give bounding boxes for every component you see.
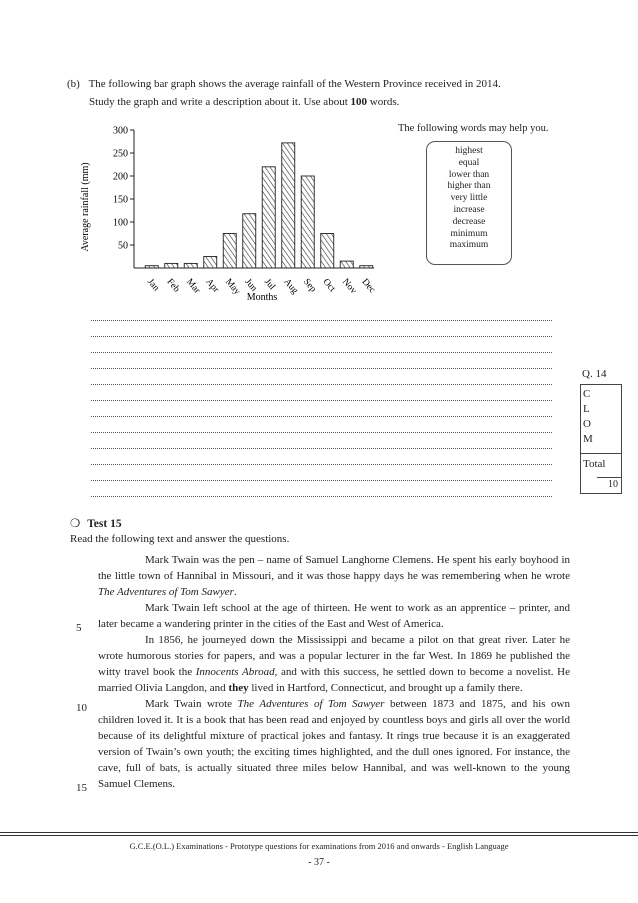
passage-paragraph: In 1856, he journeyed down the Mississippi and became a pilot on that great river. Later he wrote humorous stories for papers, and was a popular lecturer in the far West. In 1869 he published the witty travel book the Innocents Abroad, and with this success, he settled down to become a novelist. He married Olivia Langdon, and they lived in Hartford, Connecticut, and brought up a family there. [98, 634, 570, 694]
passage-paragraph: Mark Twain wrote The Adventures of Tom Sawyer between 1873 and 1875, and his own children loved it. It is a book that has been read and enjoyed by countless boys and girls all over the world because of its delightful mixture of practical jokes and fantasy. It rings true because it is an exaggerated version of Twain’s own youth; the exciting times highlighted, and the dull ones ignored. For instance, the cave, full of bats, is actually situated three miles below Hannibal, and was well-known to the young Samuel Clemens. [98, 698, 570, 790]
question-text: The following bar graph shows the average rainfall of the Western Province received in 2014. [88, 78, 501, 90]
x-tick-label: Jan [144, 277, 161, 294]
passage-paragraph: Mark Twain was the pen – name of Samuel Langhorne Clemens. He spent his early boyhood in the little town of Hannibal in Missouri, and it was those happy days he was remembering when he wrote The Adventures of Tom Sawyer. [98, 554, 570, 598]
score-letter: M [583, 433, 593, 445]
bar-sep [301, 176, 314, 268]
passage [98, 552, 570, 792]
answer-line[interactable] [91, 496, 552, 497]
total-label: Total [583, 458, 606, 470]
score-box [580, 384, 622, 494]
hint-word: higher than [447, 181, 491, 192]
hint-word: decrease [452, 216, 486, 227]
y-axis-label: Average rainfall (mm) [80, 162, 91, 252]
answer-line[interactable] [91, 432, 552, 433]
question-label: (b) [67, 78, 80, 90]
question-number: Q. 14 [582, 368, 607, 380]
hint-word: equal [458, 157, 480, 168]
y-tick-label: 250 [113, 148, 128, 160]
answer-line[interactable] [91, 336, 552, 337]
x-tick-label: Jul [261, 277, 277, 293]
x-tick-label: Sep [300, 277, 318, 295]
hint-word: highest [455, 146, 483, 156]
answer-line[interactable] [91, 320, 552, 321]
hint-word: maximum [449, 240, 489, 251]
x-tick-label: Oct [320, 277, 337, 295]
answer-line[interactable] [91, 480, 552, 481]
y-tick-label: 200 [113, 171, 128, 183]
x-tick-label: Aug [281, 277, 300, 297]
bar-oct [321, 234, 334, 269]
bar-may [223, 234, 236, 269]
x-tick-label: Dec [359, 277, 377, 296]
test-instruction: Read the following text and answer the questions. [70, 533, 290, 545]
bar-feb [165, 263, 178, 268]
bar-nov [340, 261, 353, 268]
hint-word: increase [453, 204, 485, 215]
x-tick-label: Mar [183, 277, 202, 296]
line-number: 15 [76, 782, 87, 794]
score-letter: L [583, 403, 590, 415]
score-letter: O [583, 418, 591, 430]
y-tick-label: 300 [113, 125, 128, 137]
y-tick-label: 100 [113, 217, 128, 229]
line-number: 10 [76, 702, 87, 714]
x-tick-label: Feb [164, 277, 182, 295]
hint-word: lower than [448, 169, 490, 180]
bar-jul [262, 167, 275, 268]
test-title: Test 15 [87, 518, 122, 530]
bullet-icon: ❍ [70, 518, 81, 530]
x-tick-label: Jun [242, 277, 259, 294]
answer-line[interactable] [91, 352, 552, 353]
word-count: 100 [350, 96, 367, 108]
hint-word: minimum [450, 228, 488, 239]
hint-title: The following words may help you. [398, 123, 549, 134]
test-heading [70, 516, 122, 530]
y-tick-label: 150 [113, 194, 128, 206]
answer-line[interactable] [91, 384, 552, 385]
bar-jan [145, 266, 158, 268]
bar-aug [282, 143, 295, 268]
x-axis-label: Months [246, 292, 278, 303]
page-number: - 37 - [308, 857, 330, 868]
rainfall-bar-chart [74, 118, 384, 308]
max-marks: 10 [608, 479, 618, 490]
bar-mar [184, 263, 197, 268]
x-tick-label: Apr [203, 277, 221, 295]
bar-jun [243, 214, 256, 268]
score-letter: C [583, 388, 591, 400]
answer-line[interactable] [91, 400, 552, 401]
hint-words-box [426, 141, 512, 265]
footer-text: G.C.E.(O.L.) Examinations - Prototype questions for examinations from 2016 and onwards - English Language [129, 841, 509, 851]
x-tick-label: Nov [339, 277, 359, 297]
question-b-line1 [67, 78, 587, 90]
x-tick-label: May [222, 277, 242, 297]
bar-apr [204, 257, 217, 269]
y-tick-label: 50 [118, 240, 128, 252]
answer-line[interactable] [91, 416, 552, 417]
bar-dec [360, 266, 373, 268]
answer-line[interactable] [91, 448, 552, 449]
answer-line[interactable] [91, 464, 552, 465]
line-number: 5 [76, 622, 82, 634]
answer-line[interactable] [91, 368, 552, 369]
hint-word: very little [450, 193, 488, 204]
question-b-line2: Study the graph and write a description about it. Use about 100 words. [89, 96, 400, 108]
passage-paragraph: Mark Twain left school at the age of thirteen. He went to work as an apprentice – printer, and later became a wandering printer in the cities of the East and West of America. [98, 602, 570, 630]
